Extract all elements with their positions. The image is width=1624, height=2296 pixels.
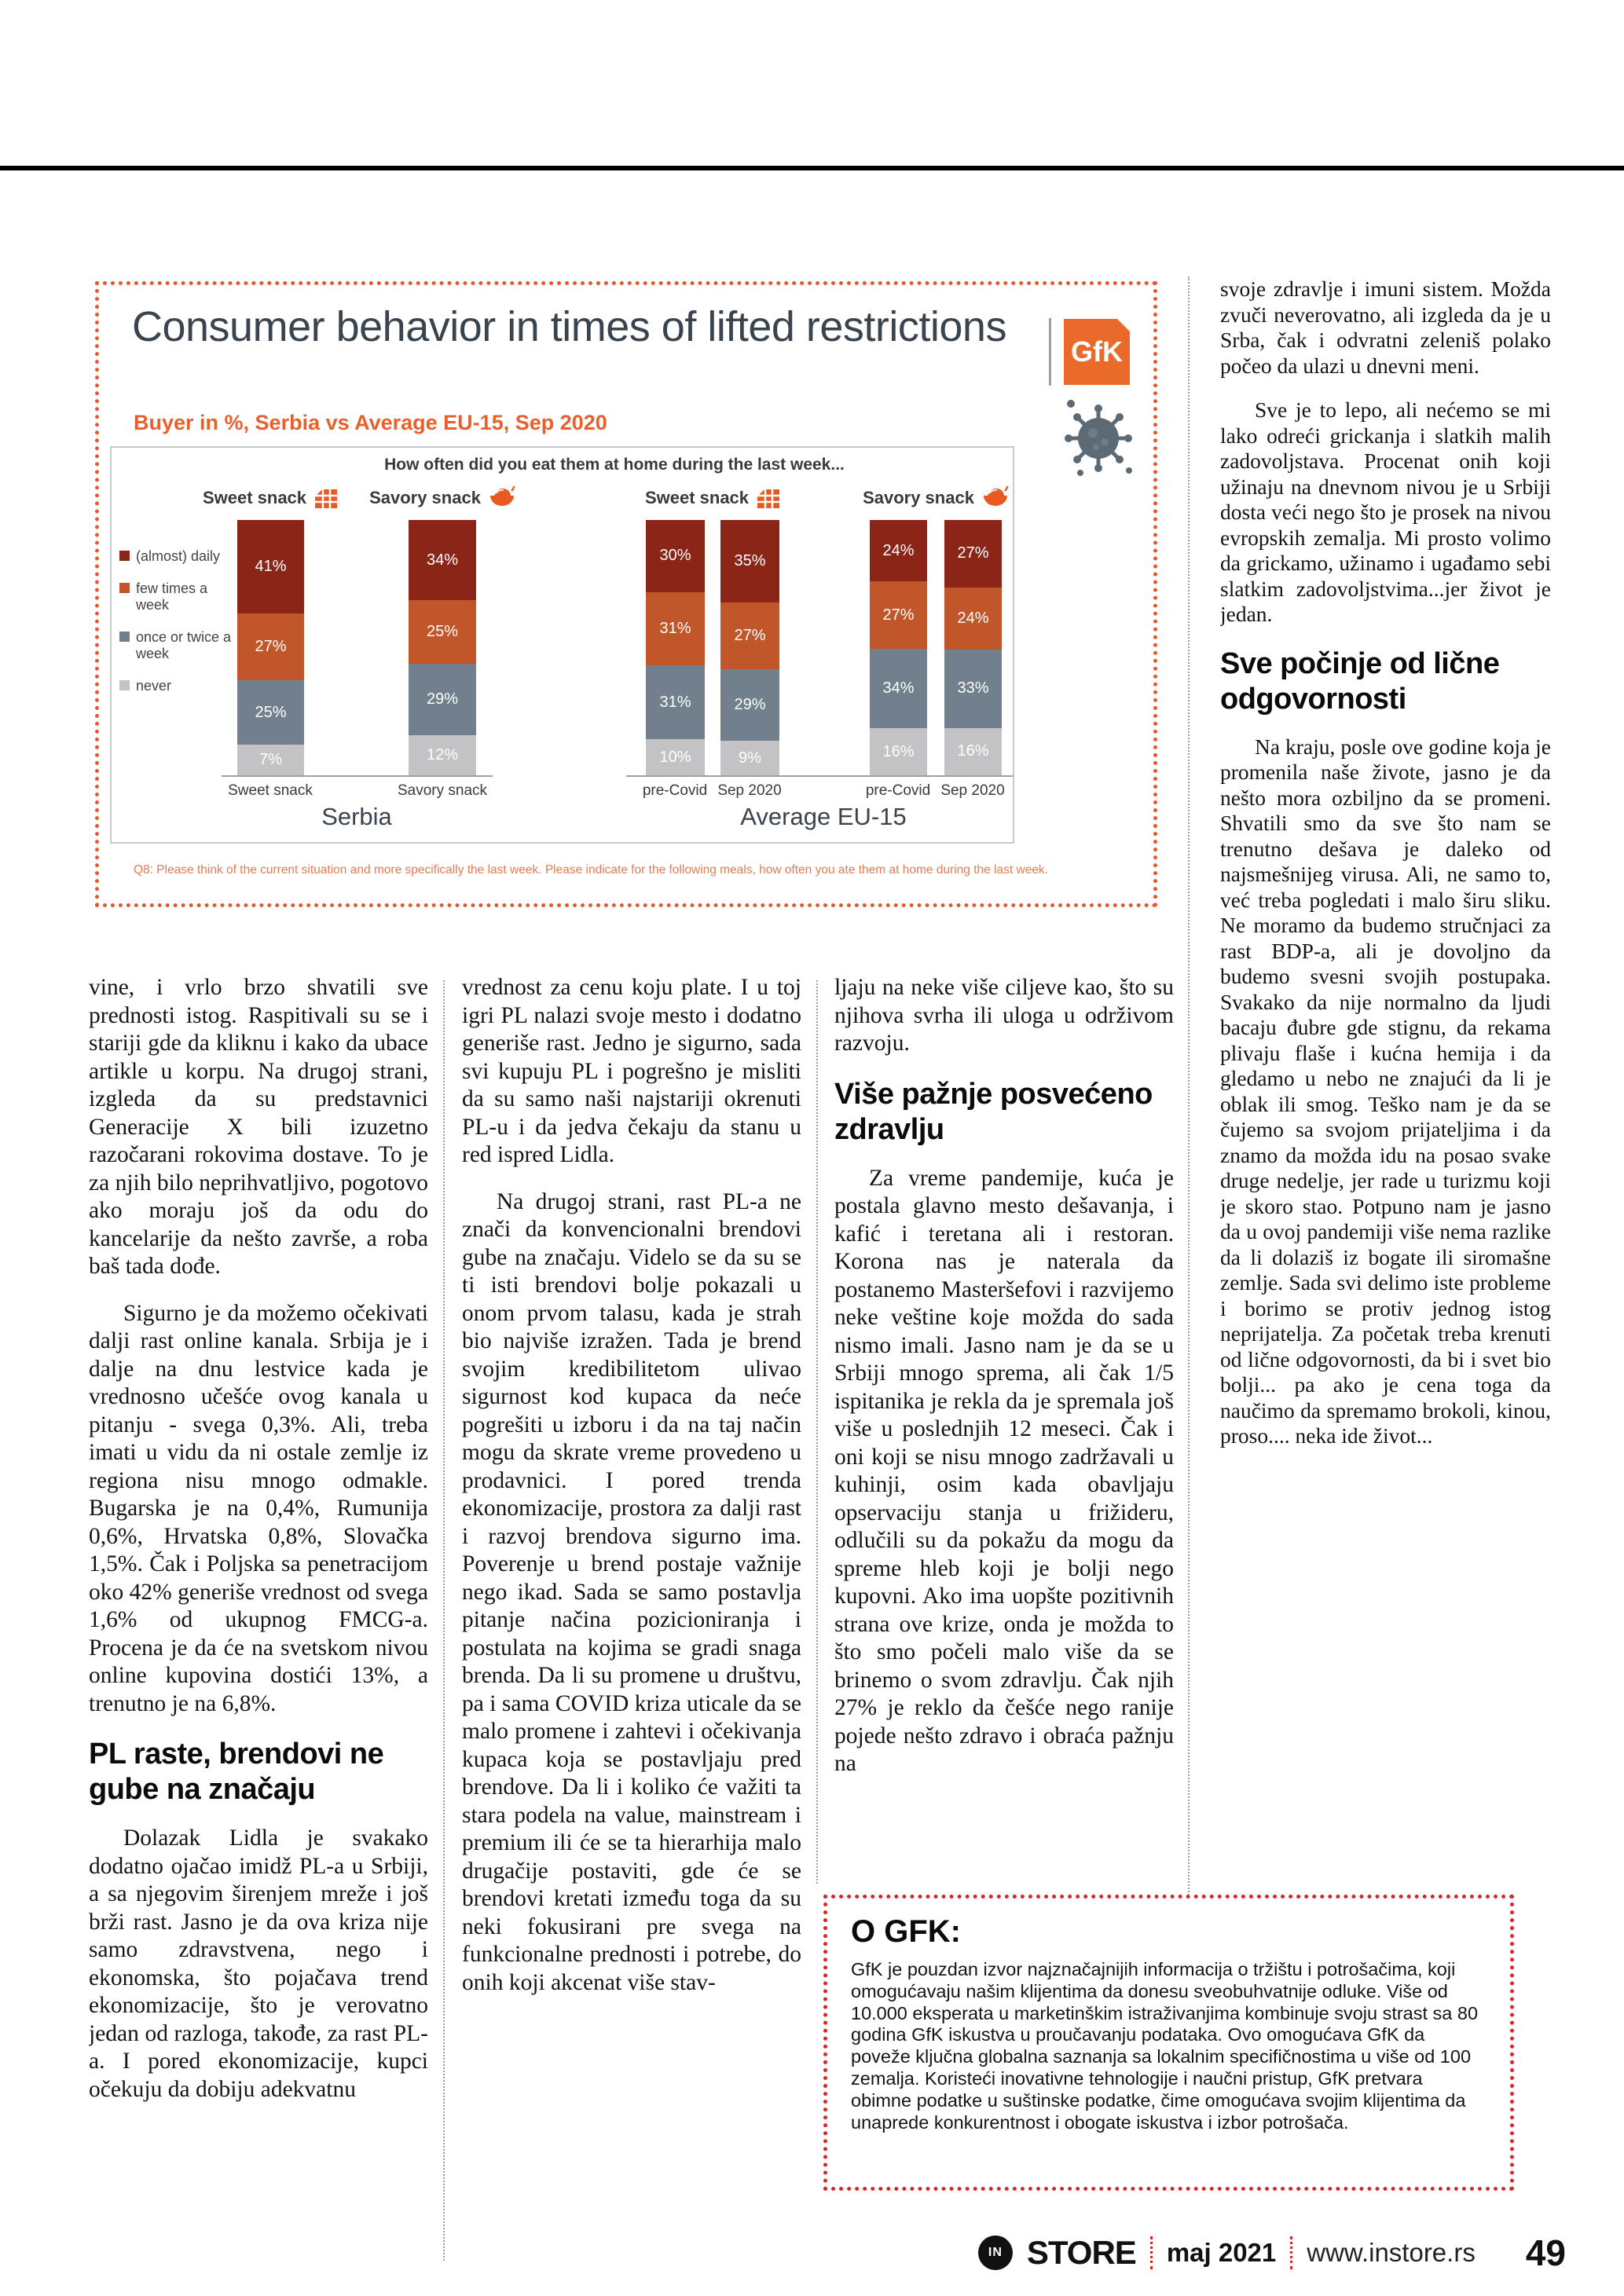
bar-segment: 25% xyxy=(409,600,476,664)
chart-question-header: How often did you eat them at home during the last week... xyxy=(384,456,845,474)
article-column-1 xyxy=(89,974,428,2215)
article-column-4 xyxy=(1220,276,1551,1722)
axis-eu xyxy=(626,775,1013,777)
chart-title: Consumer behavior in times of lifted restrictions xyxy=(132,303,1006,350)
virus-icon xyxy=(1061,394,1136,476)
bar-segment: 34% xyxy=(409,520,476,600)
xlabel-eu-sweet-precovid: pre-Covid xyxy=(642,782,708,799)
xlabel-serbia-savory: Savory snack xyxy=(397,782,488,799)
legend-swatch xyxy=(119,632,130,642)
bar-segment: 27% xyxy=(944,520,1002,588)
bar-eu-sweet-sep2020 xyxy=(720,520,779,775)
column-separator xyxy=(816,980,818,1884)
legend-item xyxy=(119,629,237,662)
article-paragraph: vine, i vrlo brzo shvatili sve prednosti istog. Raspitivali su se i stariji gde da kliknu i kako da ubace artikle u korpu. Na drugoj strani, izgleda da su predstavnici Generacije X bili izuzetno razočarani rokovima dostave. To je za njih bilo neprihvatljivo, pogotovo ako moraju još da odu do kancelarije da nešto završe, a roba baš tada dođe. xyxy=(89,975,428,1279)
bar-segment: 29% xyxy=(720,669,779,741)
gfk-chart-box xyxy=(95,281,1157,907)
section-heading: PL raste, brendovi ne gube na značaju xyxy=(89,1738,384,1806)
instore-logo-icon: IN xyxy=(978,2236,1013,2270)
column-separator xyxy=(443,980,445,2261)
legend-label: once or twice a week xyxy=(136,629,232,661)
footer-divider xyxy=(1290,2236,1292,2269)
bar-segment: 30% xyxy=(646,520,705,592)
legend-label: never xyxy=(136,678,172,694)
footer-divider xyxy=(1150,2236,1153,2269)
column-header-eu-sweet: Sweet snack xyxy=(614,482,811,514)
footer-brand: STORE xyxy=(1026,2234,1136,2271)
xlabel-eu-savory-sep2020: Sep 2020 xyxy=(940,782,1005,799)
bar-segment: 29% xyxy=(409,664,476,735)
bar-segment: 7% xyxy=(237,745,304,775)
bar-eu-sweet-precovid xyxy=(646,520,705,775)
footer-issue-date: maj 2021 xyxy=(1166,2238,1277,2267)
group-label-eu: Average EU-15 xyxy=(740,803,907,830)
bar-segment: 33% xyxy=(944,650,1002,728)
chart-subtitle: Buyer in %, Serbia vs Average EU-15, Sep 2020 xyxy=(134,411,607,434)
axis-serbia xyxy=(222,775,493,777)
footer-website: www.instore.rs xyxy=(1307,2238,1476,2267)
gfk-logo xyxy=(1049,318,1130,386)
column-header-serbia-sweet: Sweet snack xyxy=(172,482,368,514)
legend-item xyxy=(119,580,237,613)
article-paragraph: Sve je to lepo, ali nećemo se mi lako odreći grickanja i slatkih malih zadovoljstava. Procenat onih koji užinaju na dnevnom nivou je u Srbiji dosta veći nego što je prosek na nivou evropskih zemalja. Mi prosto volimo da grickamo, užinamo i ugađamo sebi slatkim zadovoljstvima...jer život je jedan. xyxy=(1220,397,1551,626)
legend-item xyxy=(119,548,237,565)
sweet-snack-icon xyxy=(757,488,780,509)
group-label-serbia: Serbia xyxy=(321,803,392,830)
article-paragraph: Na kraju, posle ove godine koja je promenila naše živote, jasno je da nešto mora ozbiljno da se promeni. Shvatili smo da sve što nam se trenutno dešava je daleko od najsmešnijeg virusa. Ali, ne samo to, već treba pogledati i malo širu sliku. Ne moramo da budemo stručnjaci za rast BDP-a, ali je dovoljno da budemo svesni svojih postupaka. Svakako da nije normalno da ljudi bacaju đubre gde stignu, da rekama plivaju flaše i kućna hemija i da gledamo u nebo ne znajući da li je oblak ili smog. Teško nam je da se čujemo sa svojom prijateljima i da znamo da možda idu na posao svake druge nedelje, jer rade u turizmu koji je skoro stao. Potpuno nam je jasno da u ovoj pandemiji više nema razlike da li dolaziš iz bogate ili siromašne zemlje. Sada svi delimo iste probleme i borimo se protiv jednog istog neprijatelja. Za početak treba krenuti od lične odgovornosti, da bi i svet bio bolji... pa ako je cena toga da naučimo da spremamo brokoli, kinou, proso.... neka ide život... xyxy=(1220,734,1551,1448)
article-paragraph: Sigurno je da možemo očekivati dalji rast online kanala. Srbija je i dalje na dnu lestvice kada je vrednosno učešće ovog kanala u pitanju - svega 0,3%. Ali, treba imati u vidu da ni ostale zemlje iz regiona nisu mnogo odmakle. Bugarska je na 0,4%, Rumunija 0,6%, Hrvatska 0,8%, Slovačka 1,5%. Čak i Poljska sa penetracijom oko 42% generiše vrednost od svega 1,6% od ukupnog FMCG-a. Procena je da će na svetskom nivou online kupovina dostići 13%, a trenutno je na 6,8%. xyxy=(89,1300,428,1716)
bar-segment: 16% xyxy=(944,728,1002,775)
legend-swatch xyxy=(119,680,130,690)
chart-footnote: Q8: Please think of the current situation and more specifically the last week. Please indicate for the following meals, how often you ate them at home during the last week. xyxy=(134,863,1048,877)
bar-segment: 25% xyxy=(237,680,304,744)
bar-segment: 31% xyxy=(646,592,705,666)
chart-legend xyxy=(119,548,237,710)
gfk-logo-mark: GfK xyxy=(1064,319,1130,385)
bar-segment: 41% xyxy=(237,520,304,613)
chart-panel xyxy=(110,446,1014,844)
bar-segment: 31% xyxy=(646,665,705,739)
article-paragraph: svoje zdravlje i imuni sistem. Možda zvuči neverovatno, ali izgleda da je u Srba, čak i odvratni zeleniš polako počeo da ulazi u dnevni meni. xyxy=(1220,276,1551,378)
xlabel-eu-sweet-sep2020: Sep 2020 xyxy=(717,782,782,799)
column-header-serbia-savory: Savory snack xyxy=(344,482,541,514)
article-column-2 xyxy=(462,974,801,2215)
bar-segment: 27% xyxy=(237,613,304,681)
bar-segment: 27% xyxy=(870,581,927,648)
xlabel-serbia-sweet: Sweet snack xyxy=(228,782,313,799)
article-paragraph: Za vreme pandemije, kuća je postala glavno mesto dešavanja, i kafić i teretana ali i restoran. Korona nas je naterala da postanemo Masteršefovi i razvijemo neke veštine koje možda do sada nismo imali. Jasno nam je da se u Srbiji mnogo sprema, ali čak 1/5 ispitanika je rekla da je spremala još više u poslednjih 12 meseci. Čak i oni koji se nisu mnogo zadržavali u kuhinji, osim kada obavljaju opservaciju stanja u frižideru, odlučili su da pokažu da mogu da spreme hleb koji je bolji nego kupovni. Ako ima uopšte pozitivnih strana ove krize, onda je možda to što smo počeli malo više da se brinemo o svom zdravlju. Čak njih 27% je reklo da češće nego ranije pojede nešto zdravo i obraća pažnju na xyxy=(834,1165,1174,1776)
bar-serbia-savory xyxy=(409,520,476,775)
bar-eu-savory-sep2020 xyxy=(944,520,1002,775)
article-column-3 xyxy=(834,974,1174,1885)
about-box-body: GfK je pouzdan izvor najznačajnijih informacija o tržištu i potrošačima, koji omogućavaju našim klijentima da donesu sveobuhvatnije odluke. Više od 10.000 eksperata u marketinškim istraživanjima kombinuje svoju strast sa 80 godina GfK iskustva u proučavanju podataka. Ovo omogućava GfK da poveže ključna globalna saznanja sa lokalnim specifičnostima u više od 100 zemalja. Koristeći inovativne tehnologije i naučni pristup, GfK pretvara obimne podatke u suštinske podatke, čime omogućava svojim klijentima da unaprede konkurentnost i obogate iskustva i izbor potrošača. xyxy=(851,1959,1479,2133)
article-paragraph: Na drugoj strani, rast PL-a ne znači da konvencionalni brendovi gube na značaju. Videlo se da su se ti isti brendovi bolje pokazali u onom prvom talasu, kada je strah bio najviše izražen. Tada je brend svojim kredibilitetom ulivao sigurnost kod kupaca da neće pogrešiti u izboru i da na taj način mogu da skrate vreme provedeno u prodavnici. I pored trenda ekonomizacije, prostora za dalji rast i razvoj brendova sigurno ima. Poverenje u brend postaje važnije nego ikad. Sada se samo postavlja pitanje načina pozicioniranja i postulata na kojima se gradi snaga brenda. Da li su promene u društvu, pa i sama COVID kriza uticale da se malo promene i zahtevi i očekivanja kupaca koja se postavljaju pred brendove. Da li i koliko će važiti ta stara podela na value, mainstream i premium ili će se ta hierarhija malo drugačije postaviti, gde će se brendovi kretati između toga da su neki fokusirani pre svega na funkcionalne prednosti i potrebe, do onih koji akcenat više stav- xyxy=(462,1188,801,1995)
legend-label: (almost) daily xyxy=(136,548,221,564)
article-paragraph: ljaju na neke više ciljeve kao, što su njihova svrha ili uloga u održivom razvoju. xyxy=(834,975,1174,1056)
section-heading: Sve počinje od lične odgovornosti xyxy=(1220,646,1500,716)
page-number: 49 xyxy=(1525,2232,1566,2273)
legend-swatch xyxy=(119,551,130,561)
bar-segment: 16% xyxy=(870,728,927,775)
sweet-snack-icon xyxy=(314,488,338,509)
section-heading: Više pažnje posvećeno zdravlju xyxy=(834,1077,1153,1146)
bar-segment: 24% xyxy=(944,588,1002,650)
page-footer xyxy=(978,2231,1566,2275)
savory-snack-icon xyxy=(982,486,1009,510)
article-paragraph: vrednost za cenu koju plate. I u toj igri PL nalazi svoje mesto i dodatno generiše rast. Jedno je sigurno, sada svi kupuju PL i pogrešno je misliti da su samo naši najstariji okrenuti PL-u i da jedva čekaju da stanu u red ispred Lidla. xyxy=(462,975,801,1167)
bar-serbia-sweet xyxy=(237,520,304,775)
about-gfk-box xyxy=(823,1895,1514,2191)
bar-segment: 12% xyxy=(409,735,476,775)
bar-segment: 24% xyxy=(870,520,927,581)
legend-item xyxy=(119,678,237,694)
bar-segment: 10% xyxy=(646,739,705,775)
bar-segment: 35% xyxy=(720,520,779,602)
about-box-title: O GFK: xyxy=(851,1914,961,1949)
column-header-eu-savory: Savory snack xyxy=(838,482,1034,514)
bar-segment: 9% xyxy=(720,741,779,775)
legend-label: few times a week xyxy=(136,580,208,613)
xlabel-eu-savory-precovid: pre-Covid xyxy=(865,782,931,799)
legend-swatch xyxy=(119,583,130,593)
savory-snack-icon xyxy=(489,486,515,510)
bar-eu-savory-precovid xyxy=(870,520,927,775)
bar-segment: 34% xyxy=(870,649,927,728)
article-paragraph: Dolazak Lidla je svakako dodatno ojačao imidž PL-a u Srbiji, a sa njegovim širenjem mreže i još brži rast. Jasno je da ova kriza nije samo zdravstvena, nego i ekonomska, što pojačava trend ekonomizacije, što je verovatno jedan od razloga, takođe, za rast PL-a. I pored ekonomizacije, kupci očekuju da dobiju adekvatnu xyxy=(89,1825,428,2102)
top-rule xyxy=(0,166,1624,170)
gfk-logo-divider xyxy=(1049,318,1051,386)
bar-segment: 27% xyxy=(720,602,779,670)
